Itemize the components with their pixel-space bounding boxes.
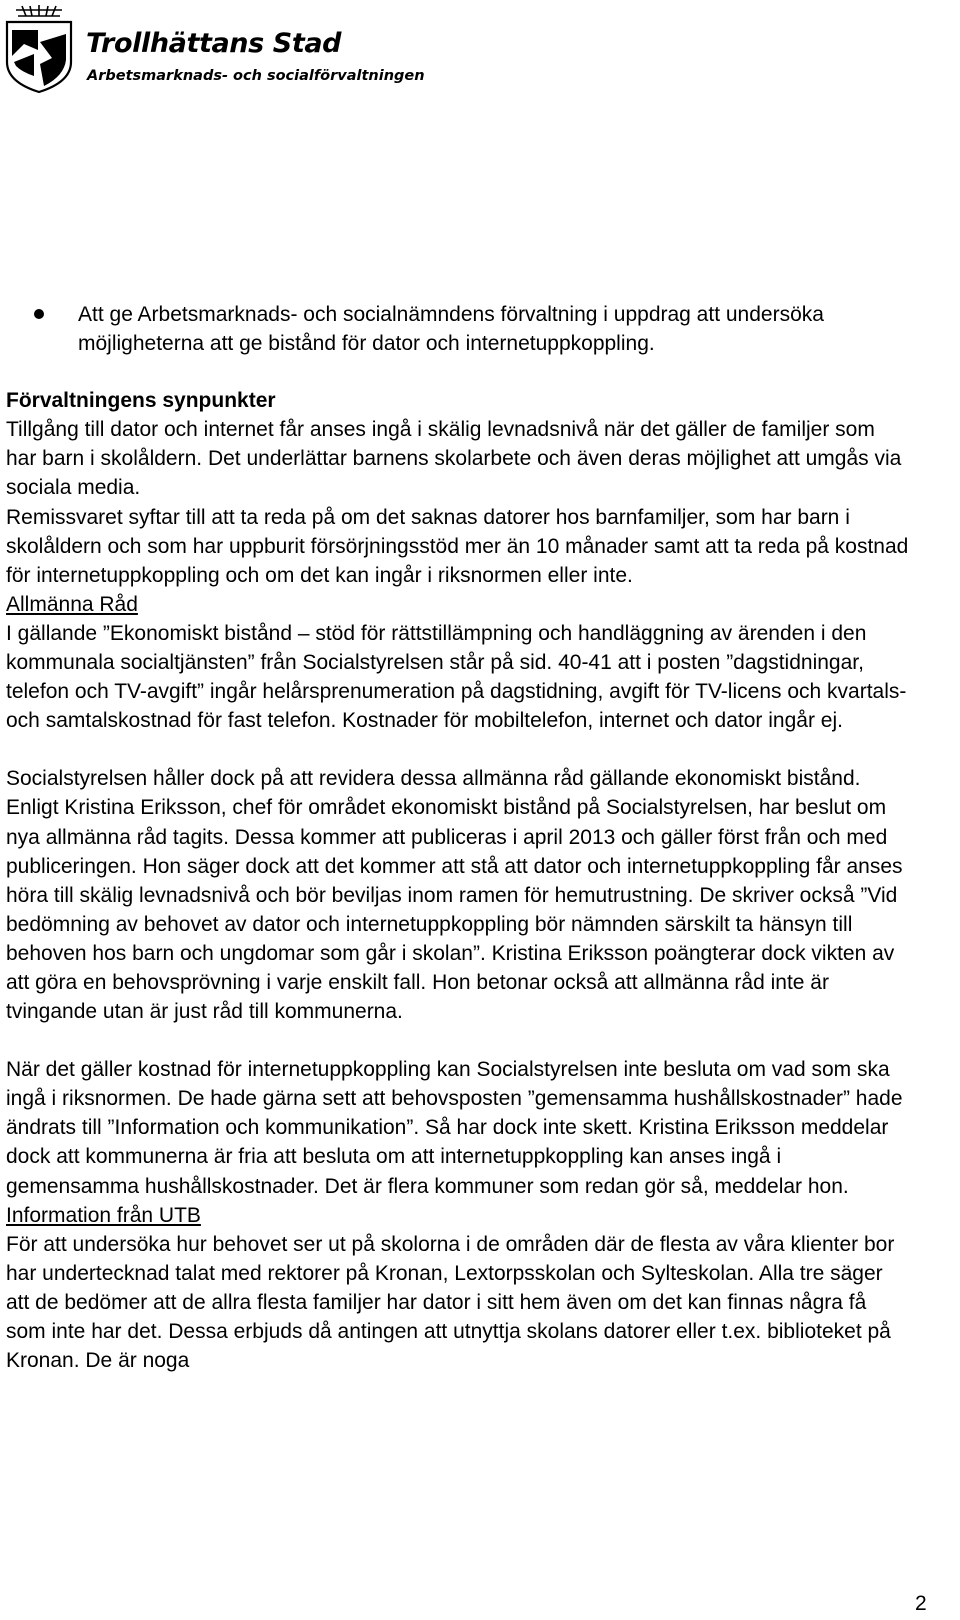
paragraph: Tillgång till dator och internet får anses ingå i skälig levnadsnivå när det gäller de familjer som har barn i skolåldern. Det underlättar barnens skolarbete och även deras möjlighet att umgås via sociala media.: [6, 418, 902, 500]
department-name: Arbetsmarknads- och socialförvaltningen: [87, 68, 425, 84]
document-body: [6, 300, 911, 1375]
organization-name: Trollhättans Stad: [86, 28, 342, 59]
bullet-icon: [34, 309, 44, 319]
page-number: 2: [915, 1592, 927, 1615]
subheading-allmanna-rad: Allmänna Råd: [6, 592, 138, 616]
bullet-text: Att ge Arbetsmarknads- och socialnämndens förvaltning i uppdrag att undersöka möjligheterna att ge bistånd för dator och internetuppkoppling.: [78, 303, 824, 356]
letterhead: [4, 2, 444, 97]
paragraph: För att undersöka hur behovet ser ut på skolorna i de områden där de flesta av våra klienter bor har undertecknad talat med rektorer på Kronan, Lextorpsskolan och Sylteskolan. Alla tre säger att de bedömer att de allra flesta familjer har dator i sitt hem även om det kan finnas några få som inte har det. Dessa erbjuds då antingen att utnyttja skolans datorer eller t.ex. biblioteket på Kronan. De är noga: [6, 1232, 895, 1373]
coat-of-arms-icon: [4, 2, 74, 94]
paragraph: Remissvaret syftar till att ta reda på om det saknas datorer hos barnfamiljer, som har barn i skolåldern och som har uppburit försörjningsstöd mer än 10 månader samt att ta reda på kostnad för internetuppkoppling och om det kan ingår i riksnormen eller inte.: [6, 505, 909, 587]
paragraph: När det gäller kostnad för internetuppkoppling kan Socialstyrelsen inte besluta om vad som ska ingå i riksnormen. De hade gärna sett att behovsposten ”gemensamma hushållskostnader” hade ändrats till ”Information och kommunikation”. Så har dock inte skett. Kristina Eriksson meddelar dock att kommunerna är fria att besluta om att internetuppkoppling kan anses ingå i gemensamma hushållskostnader. Det är flera kommuner som redan gör så, meddelar hon.: [6, 1058, 903, 1198]
paragraph: Socialstyrelsen håller dock på att revidera dessa allmänna råd gällande ekonomiskt bistånd. Enligt Kristina Eriksson, chef för området ekonomiskt bistånd på Socialstyrelsen, har beslut om nya allmänna råd tagits. Dessa kommer att publiceras i april 2013 och gäller först från och med publiceringen. Hon säger dock att det kommer att stå att dator och internetuppkoppling får anses höra till skälig levnadsnivå och bör beviljas inom ramen för hemutrustning. De skriver också ”Vid bedömning av behovet av dator och internetuppkoppling bör nämnden särskilt ta hänsyn till behoven hos barn och ungdomar som går i skolan”. Kristina Eriksson poängterar dock vikten av att göra en behovsprövning i varje enskilt fall. Hon betonar också att allmänna råd inte är tvingande utan är just råd till kommunerna.: [6, 767, 903, 1024]
section-heading: Förvaltningens synpunkter: [6, 389, 276, 413]
subheading-information-utb: Information från UTB: [6, 1203, 201, 1227]
list-item: [6, 300, 911, 358]
paragraph: I gällande ”Ekonomiskt bistånd – stöd för rättstillämpning och handläggning av ärenden i den kommunala socialtjänsten” från Socialstyrelsen står på sid. 40-41 att i posten ”dagstidningar, telefon och TV-avgift” ingår helårsprenumeration på dagstidning, avgift för TV-licens och kvartals- och samtalskostnad för fast telefon. Kostnader för mobiltelefon, internet och dator ingår ej.: [6, 621, 907, 733]
